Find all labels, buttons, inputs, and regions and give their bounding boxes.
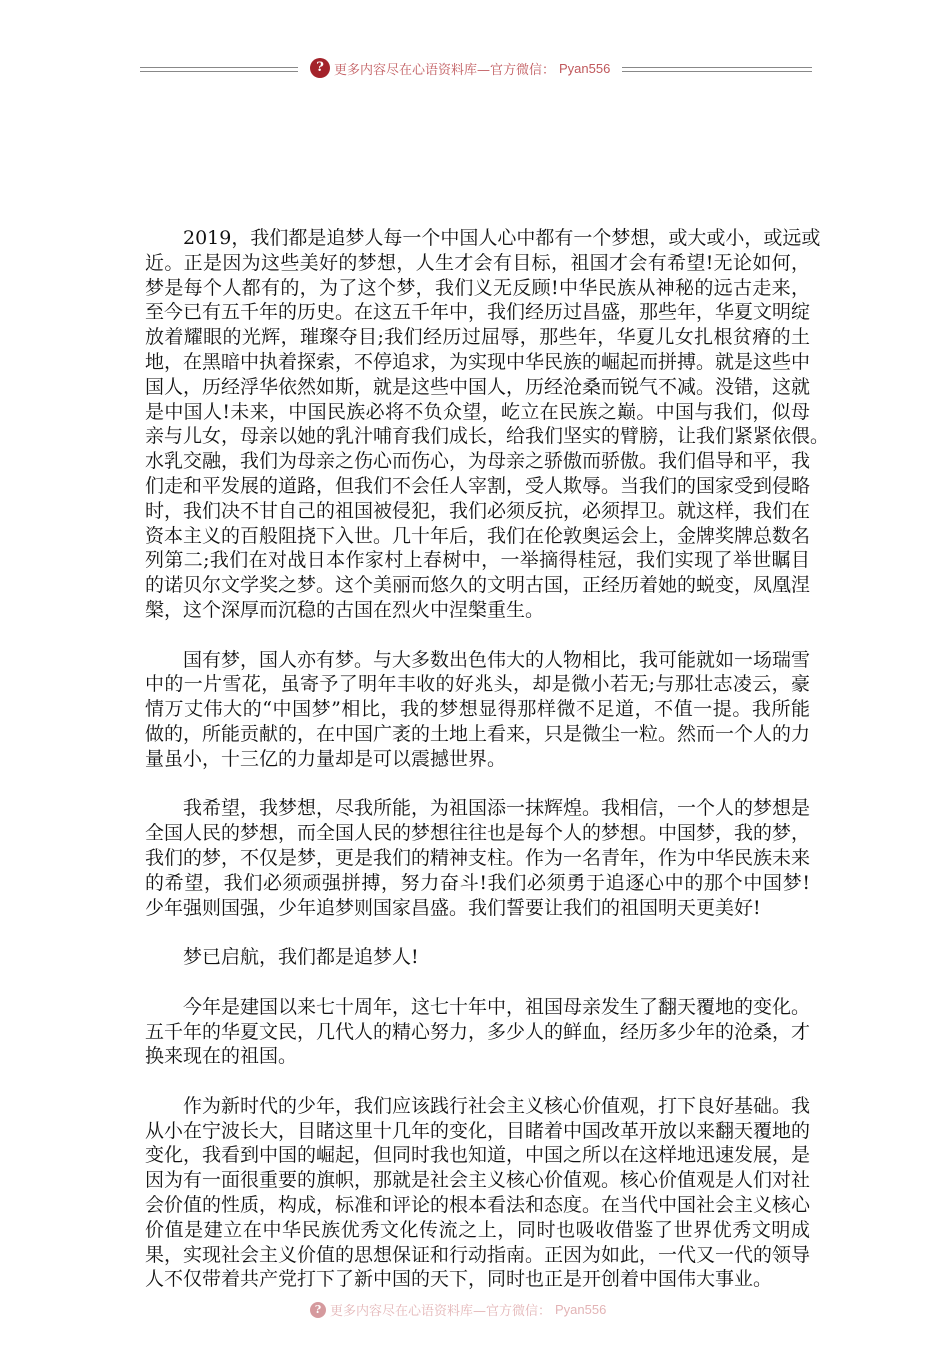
text-line: 国人，历经浮华依然如斯，就是这些中国人，历经沧桑而锐气不减。没错，这就 xyxy=(145,375,811,398)
brand-wechat-id: Pyan556 xyxy=(559,60,611,76)
text-line: 情万丈伟大的“中国梦”相比，我的梦想显得那样微不足道，不值一提。我所能 xyxy=(145,698,810,721)
text-line: 是中国人!未来，中国民族必将不负众望，屹立在民族之巅。中国与我们，似母 xyxy=(145,400,810,423)
brand-logo-icon: ? xyxy=(310,58,330,78)
paragraph xyxy=(145,945,810,970)
text-line: 至今已有五千年的历史。在这五千年中，我们经历过昌盛，那些年，华夏文明绽 xyxy=(145,301,811,324)
text-line: 果，实现社会主义价值的思想保证和行动指南。正因为如此，一代又一代的领导 xyxy=(145,1243,811,1266)
paragraph xyxy=(145,1094,810,1292)
text-line: 全国人民的梦想，而全国人民的梦想往往也是每个人的梦想。中国梦，我的梦， xyxy=(145,822,811,845)
text-line: 价值是建立在中华民族优秀文化传流之上，同时也吸收借鉴了世界优秀文明成 xyxy=(145,1218,810,1241)
text-line: 的诺贝尔文学奖之梦。这个美丽而悠久的文明古国，正经历着她的蜕变，凤凰涅 xyxy=(145,574,811,597)
text-line: 时，我们决不甘自己的祖国被侵犯，我们必须反抗，必须捍卫。就这样，我们在 xyxy=(145,499,811,522)
watermark-logo-icon: ? xyxy=(310,1302,326,1318)
page-header xyxy=(140,58,812,82)
text-line: 变化，我看到中国的崛起，但同时我也知道，中国之所以在这样地迅速发展，是 xyxy=(145,1144,811,1167)
text-line: 亲与儿女，母亲以她的乳汁哺育我们成长，给我们坚实的臂膀，让我们紧紧依偎。 xyxy=(145,425,830,448)
text-line: 从小在宁波长大，目睹这里十几年的变化，目睹着中国改革开放以来翻天覆地的 xyxy=(145,1119,811,1142)
watermark-wechat-id: Pyan556 xyxy=(555,1302,607,1317)
brand-text: 更多内容尽在心语资料库—官方微信： xyxy=(334,62,556,78)
footer-watermark xyxy=(310,1300,606,1319)
text-line: 资本主义的百般阻挠下入世。几十年后，我们在伦敦奥运会上，金牌奖牌总数名 xyxy=(145,524,811,547)
paragraph xyxy=(145,796,810,920)
text-line: 我希望，我梦想，尽我所能，为祖国添一抹辉煌。我相信，一个人的梦想是 xyxy=(183,797,811,820)
paragraph xyxy=(145,995,810,1069)
text-line: 水乳交融，我们为母亲之伤心而伤心，为母亲之骄傲而骄傲。我们倡导和平，我 xyxy=(145,450,811,473)
header-brand xyxy=(310,58,610,78)
header-rule-right xyxy=(622,67,812,72)
text-line: 量虽小，十三亿的力量却是可以震撼世界。 xyxy=(145,747,507,770)
text-line: 人不仅带着共产党打下了新中国的天下，同时也正是开创着中国伟大事业。 xyxy=(145,1268,773,1291)
text-line: 们走和平发展的道路，但我们不会任人宰割，受人欺辱。当我们的国家受到侵略 xyxy=(145,474,811,497)
text-line: 梦已启航，我们都是追梦人! xyxy=(183,946,419,969)
text-line: 近。正是因为这些美好的梦想，人生才会有目标，祖国才会有希望!无论如何， xyxy=(145,251,810,274)
header-rule-left xyxy=(140,67,298,72)
text-line: 国有梦，国人亦有梦。与大多数出色伟大的人物相比，我可能就如一场瑞雪 xyxy=(183,648,811,671)
text-line: 列第二;我们在对战日本作家村上春树中，一举摘得桂冠，我们实现了举世瞩目 xyxy=(145,549,810,572)
text-line: 地，在黑暗中执着探索，不停追求，为实现中华民族的崛起而拼搏。就是这些中 xyxy=(145,350,811,373)
text-line: 放着耀眼的光辉，璀璨夺目;我们经历过屈辱，那些年，华夏儿女扎根贫瘠的土 xyxy=(145,326,810,349)
text-line: 因为有一面很重要的旗帜，那就是社会主义核心价值观。核心价值观是人们对社 xyxy=(145,1169,811,1192)
text-line: 今年是建国以来七十周年，这七十年中，祖国母亲发生了翻天覆地的变化。 xyxy=(183,995,811,1018)
paragraph xyxy=(145,648,810,772)
text-line: 会价值的性质，构成，标准和评论的根本看法和态度。在当代中国社会主义核心 xyxy=(145,1194,811,1217)
text-line: 少年强则国强，少年追梦则国家昌盛。我们誓要让我们的祖国明天更美好! xyxy=(145,896,761,919)
text-line: 我们的梦，不仅是梦，更是我们的精神支柱。作为一名青年，作为中华民族未来 xyxy=(145,846,811,869)
text-line: 作为新时代的少年，我们应该践行社会主义核心价值观，打下良好基础。我 xyxy=(183,1094,811,1117)
text-line: 槃，这个深厚而沉稳的古国在烈火中涅槃重生。 xyxy=(145,598,545,621)
watermark-text: 更多内容尽在心语资料库—官方微信： xyxy=(330,1304,552,1319)
text-line: 换来现在的祖国。 xyxy=(145,1045,298,1068)
document-body xyxy=(145,226,830,1317)
paragraph xyxy=(145,226,830,623)
text-line: 中的一片雪花，虽寄予了明年丰收的好兆头，却是微小若无;与那壮志凌云，豪 xyxy=(145,673,810,696)
text-line: 五千年的华夏文民，几代人的精心努力，多少人的鲜血，经历多少年的沧桑，才 xyxy=(145,1020,811,1043)
text-line: 做的，所能贡献的，在中国广袤的土地上看来，只是微尘一粒。然而一个人的力 xyxy=(145,722,811,745)
text-line: 梦是每个人都有的，为了这个梦，我们义无反顾!中华民族从神秘的远古走来， xyxy=(145,276,810,299)
text-line: 2019，我们都是追梦人每一个中国人心中都有一个梦想，或大或小，或远或 xyxy=(183,227,821,249)
text-line: 的希望，我们必须顽强拼搏，努力奋斗!我们必须勇于追逐心中的那个中国梦! xyxy=(145,871,810,894)
